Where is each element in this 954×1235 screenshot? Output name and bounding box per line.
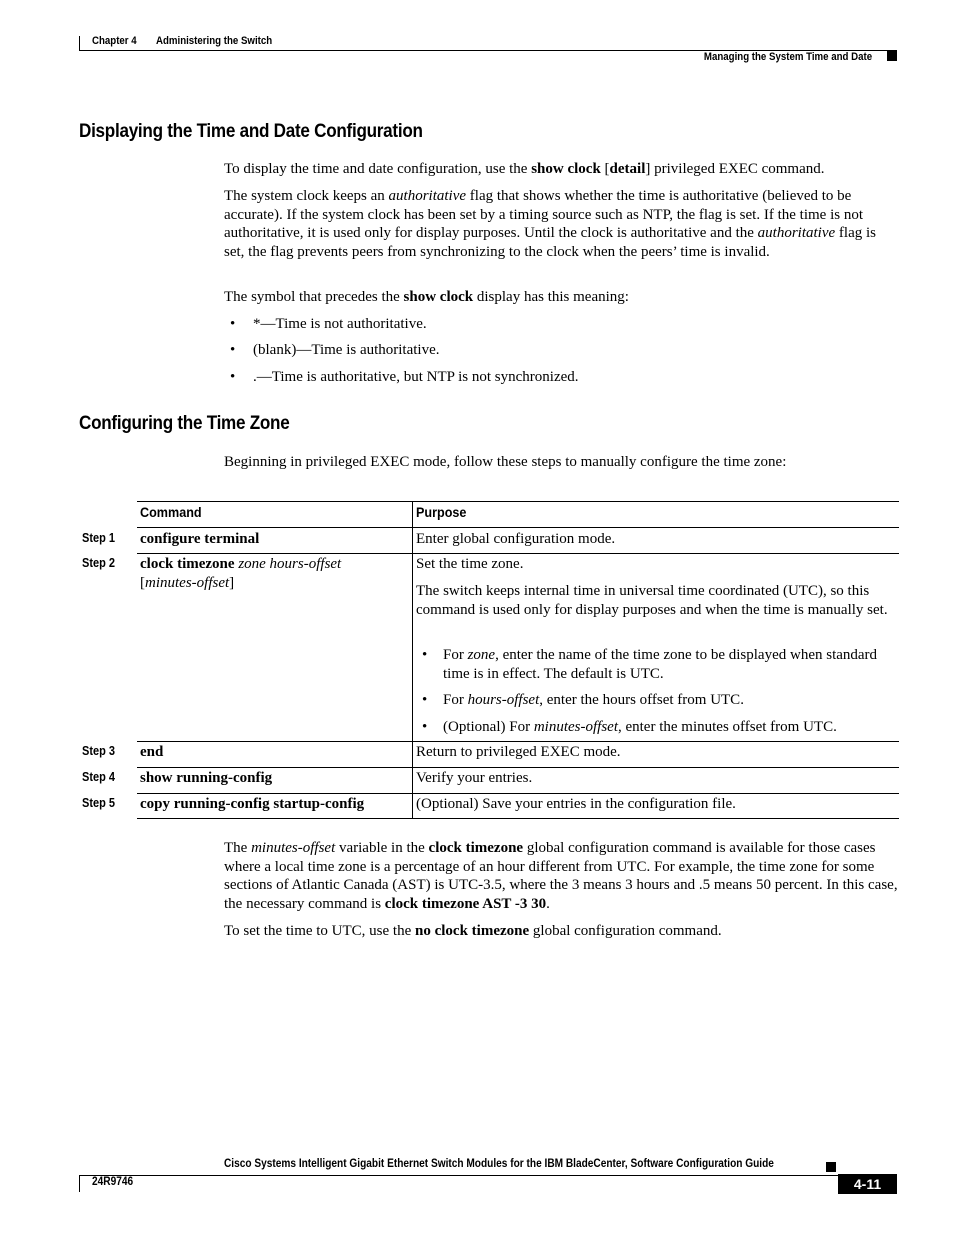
bullet-glyph: • <box>230 342 236 358</box>
column-header-command: Command <box>140 504 202 520</box>
step-label: Step 4 <box>82 770 116 784</box>
purpose-cell: Return to privileged EXEC mode. <box>416 744 621 760</box>
bullet-glyph: • <box>422 692 428 708</box>
heading-displaying-time: Displaying the Time and Date Configuration <box>79 121 423 142</box>
paragraph-intro: Beginning in privileged EXEC mode, follow these steps to manually configure the time zone: <box>224 454 787 470</box>
purpose-cell: Set the time zone. <box>416 556 524 572</box>
footer-doc-number: 24R9746 <box>92 1176 134 1188</box>
footer-marker <box>826 1162 836 1172</box>
command-cell: copy running-config startup-config <box>140 796 365 812</box>
table-rule <box>137 501 899 502</box>
table-rule <box>137 818 899 819</box>
paragraph-authoritative: The system clock keeps an authoritative flag that shows whether the time is authoritative (believed to be accurate). If the system clock has been set by a timing source such as NTP, the flag is set. If the time is not authoritative, it is used only for display purposes. Until the clock is authoritative and the authoritative flag is set, the flag prevents peers from synchronizing to the clock when the peers’ time is invalid. <box>224 188 876 260</box>
command-cell: configure terminal <box>140 531 260 547</box>
bullet-glyph: • <box>422 647 428 663</box>
list-item: (blank)—Time is authoritative. <box>253 342 440 358</box>
bullet-glyph: • <box>230 369 236 385</box>
step-label: Step 5 <box>82 796 116 810</box>
page-number: 4-11 <box>838 1174 897 1194</box>
header-marker <box>887 51 897 61</box>
list-item: .—Time is authoritative, but NTP is not synchronized. <box>253 369 579 385</box>
purpose-cell: The switch keeps internal time in universal time coordinated (UTC), so this command is used only for display purposes and when the time is manually set. <box>416 583 888 618</box>
footer-book-title: Cisco Systems Intelligent Gigabit Ethernet Switch Modules for the IBM BladeCenter, Software Configuration Guide <box>224 1158 774 1170</box>
step-label: Step 2 <box>82 556 116 570</box>
command-cell: end <box>140 744 164 760</box>
list-item: (Optional) For minutes-offset, enter the minutes offset from UTC. <box>443 719 837 735</box>
header-chapter: Chapter 4 <box>92 35 137 47</box>
purpose-cell: Verify your entries. <box>416 770 533 786</box>
table-rule <box>137 527 899 528</box>
table-rule <box>137 741 899 742</box>
paragraph-utc: To set the time to UTC, use the no clock timezone global configuration command. <box>224 923 722 939</box>
header-section-title: Managing the System Time and Date <box>703 51 872 63</box>
purpose-cell: Enter global configuration mode. <box>416 531 616 547</box>
bullet-glyph: • <box>422 719 428 735</box>
list-item: *—Time is not authoritative. <box>253 316 427 332</box>
table-rule <box>137 767 899 768</box>
footer-rule <box>79 1175 897 1176</box>
heading-configuring-time-zone: Configuring the Time Zone <box>79 413 290 434</box>
list-item: For hours-offset, enter the hours offset from UTC. <box>443 692 744 708</box>
step-label: Step 1 <box>82 531 116 545</box>
bullet-glyph: • <box>230 316 236 332</box>
footer-rule-vertical <box>79 1175 80 1192</box>
step-label: Step 3 <box>82 744 116 758</box>
list-item: For zone, enter the name of the time zone to be displayed when standard time is in effect. The default is UTC. <box>443 647 878 682</box>
column-header-purpose: Purpose <box>416 504 467 520</box>
table-rule <box>137 553 899 554</box>
table-rule <box>137 793 899 794</box>
paragraph-minutes-offset: The minutes-offset variable in the clock timezone global configuration command is available for those cases where a local time zone is a percentage of an hour different from UTC. For example, the time zone for some sections of Atlantic Canada (AST) is UTC-3.5, where the 3 means 3 hours and .5 means 50 percent. In this case, the necessary command is clock timezone AST -3 30. <box>224 840 898 912</box>
header-chapter-title: Administering the Switch <box>156 35 273 47</box>
purpose-cell: (Optional) Save your entries in the configuration file. <box>416 796 736 812</box>
command-cell: clock timezone zone hours-offset [minutes-offset] <box>140 556 342 591</box>
command-cell: show running-config <box>140 770 273 786</box>
header-rule-vertical <box>79 36 80 51</box>
paragraph-symbol: The symbol that precedes the show clock display has this meaning: <box>224 289 629 305</box>
paragraph-show-clock: To display the time and date configuration, use the show clock [detail] privileged EXEC command. <box>224 161 825 177</box>
table-column-divider <box>412 502 413 818</box>
